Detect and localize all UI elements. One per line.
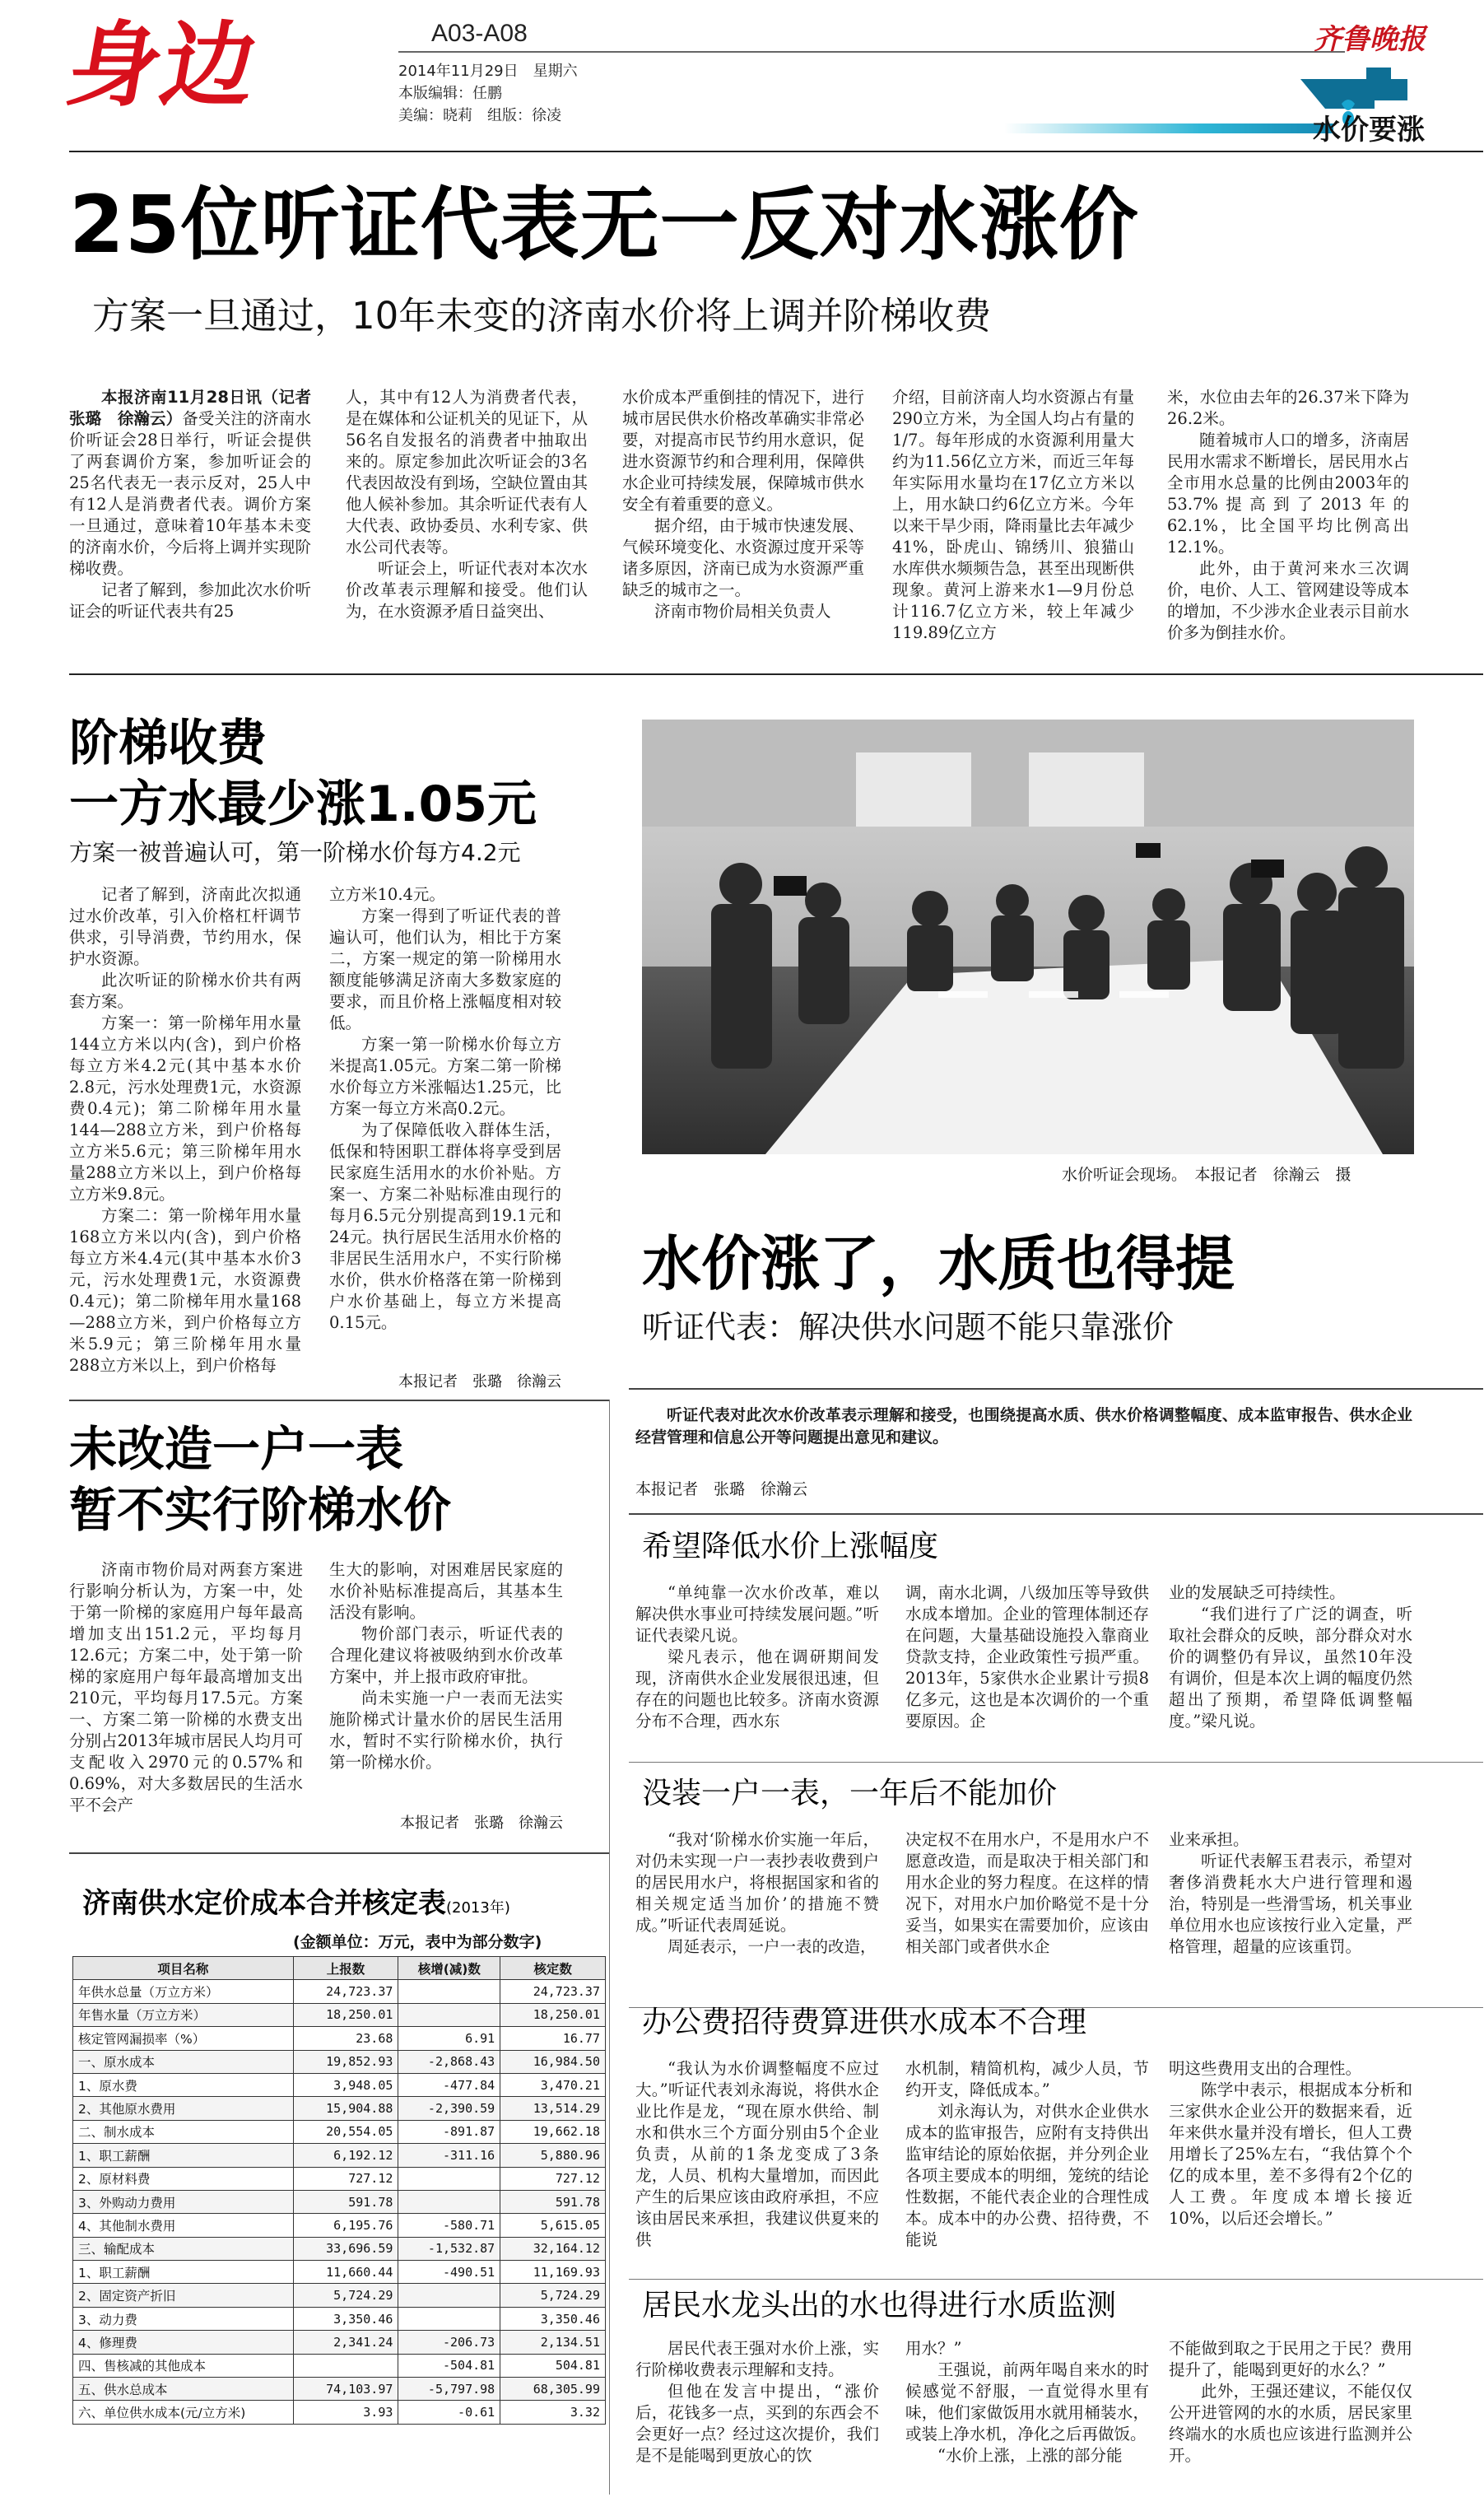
paper-logo: 齐鲁晚报 [1314,23,1426,56]
table-cell-value: 727.12 [293,2167,398,2190]
table-cell-value: 32,164.12 [500,2237,606,2260]
table-cell-value [293,2354,398,2377]
quality-section-title-1: 希望降低水价上涨幅度 [642,1530,939,1563]
table-cell-value: 74,103.97 [293,2378,398,2401]
table-cell-item: 3、动力费 [73,2307,294,2330]
table-cell-value [398,2307,500,2330]
table-row [73,2190,606,2213]
divider-lead [69,673,1483,675]
quality-subheadline: 听证代表：解决供水问题不能只靠涨价 [642,1309,1175,1345]
table-cell-value: 15,904.88 [293,2097,398,2120]
table-cell-value: -477.84 [398,2073,500,2096]
cost-table-body [73,1980,606,2424]
table-cell-value: 727.12 [500,2167,606,2190]
unreformed-column-2: 生大的影响，对困难居民家庭的水价补贴标准提高后，其基本生活没有影响。 物价部门表示，听证代表的合理化建议将被吸纳到水价改革方案中，并上报市政府审批。 尚未实施一户一表而无法实施阶梯式计量水价的居民生活用水，暂时不实行阶梯水价，执行第一阶梯水价。 [329,1560,563,1772]
issue-date: 2014年11月29日 星期六 [398,63,578,80]
table-cell-value: -1,532.87 [398,2237,500,2260]
table-cell-item: 六、单位供水成本(元/立方米) [73,2401,294,2424]
table-cell-item: 年售水量（万立方米） [73,2003,294,2026]
lead-column-5: 米，水位由去年的26.37米下降为26.2米。 随着城市人口的增多，济南居民用水需求不断增长，居民用水占全市用水总量的比例由2003年的53.7%提高到了2013年的62.1%，比全国平均比例高出12.1%。 此外，由于黄河来水三次调价，电价、人工、管网建设等成本的增加，不少涉水企业表示目前水价多为倒挂水价。 [1167,388,1409,642]
table-cell-value [398,2167,500,2190]
divider-quality-1 [629,1762,1483,1763]
table-row [73,2354,606,2377]
unreformed-headline-1: 未改造一户一表 [69,1421,404,1477]
table-cell-value: -0.61 [398,2401,500,2424]
quality-s3-col-2: 水机制，精简机构，减少人员，节约开支，降低成本。” 刘永海认为，对供水企业供水成本的监审报告，应附有支持供出监审结论的原始依据，并分列企业各项主要成本的明细，笼统的结论性数据，不能代表企业的合理性成本。成本中的办公费、招待费，不能说 [905,2059,1149,2249]
table-row [73,2003,606,2026]
table-row [73,2050,606,2073]
tiered-subheadline: 方案一被普遍认可，第一阶梯水价每方4.2元 [69,839,521,866]
table-cell-value: 5,615.05 [500,2214,606,2237]
lead-byline: 本报济南11月28日讯（记者 张璐 徐瀚云） [69,388,328,428]
table-cell-value: 5,880.96 [500,2144,606,2167]
header-reported: 上报数 [293,1957,398,1980]
table-cell-item: 1、原水费 [73,2073,294,2096]
table-cell-value: -311.16 [398,2144,500,2167]
table-cell-value: 2,341.24 [293,2331,398,2354]
table-row [73,1980,606,2003]
table-cell-item: 三、输配成本 [73,2237,294,2260]
quality-s4-col-2: 用水？” 王强说，前两年喝自来水的时候感觉不舒服，一直觉得水里有味，他们家做饭用水就用桶装水，或装上净水机，净化之后再做饭。 “水价上涨，上涨的部分能 [905,2339,1149,2465]
hearing-photo [642,720,1414,1154]
quality-s2-col-2: 决定权不在用水户，不是用水户不愿意改造，而是取决于相关部门和用水企业的努力程度。在这样的情况下，对用水户加价略觉不是十分妥当，如果实在需要加价，应该由相关部门或者供水企 [905,1830,1149,1956]
header-adjusted: 核增(减)数 [398,1957,500,1980]
table-cell-value: 68,305.99 [500,2378,606,2401]
unreformed-signature: 本报记者 张璐 徐瀚云 [400,1815,563,1832]
table-cell-value: 3.93 [293,2401,398,2424]
table-row [73,2284,606,2307]
table-cell-value: 24,723.37 [293,1980,398,2003]
table-cell-item: 一、原水成本 [73,2050,294,2073]
table-cell-value: 591.78 [500,2190,606,2213]
unreformed-headline-2: 暂不实行阶梯水价 [69,1482,452,1538]
table-cell-value: 11,169.93 [500,2261,606,2284]
table-row [73,2214,606,2237]
quality-s1-col-2: 调，南水北调，八级加压等导致供水成本增加。企业的管理体制还存在问题，大量基础设施投入靠商业贷款支持，企业政策性亏损严重。2013年，5家供水企业累计亏损8亿多元，这也是本次调价的一个重要原因。企 [905,1583,1149,1731]
table-cell-value: 3,948.05 [293,2073,398,2096]
lead-column-3: 水价成本严重倒挂的情况下，进行城市居民供水价格改革确实非常必要，对提高市民节约用水意识，促进水资源节约和合理利用，保障供水企业可持续发展，保障城市供水安全有着重要的意义。 据介绍，由于城市快速发展、气候环境变化、水资源过度开采等诸多原因，济南已成为水资源严重缺乏的城市之一。 济南市物价局相关负责人 [622,388,864,621]
quality-headline: 水价涨了，水质也得提 [642,1229,1235,1298]
table-cell-item: 1、职工薪酬 [73,2261,294,2284]
table-cell-value: 33,696.59 [293,2237,398,2260]
table-cell-item: 四、售核减的其他成本 [73,2354,294,2377]
table-cell-value: -5,797.98 [398,2378,500,2401]
hearing-photo-image [642,720,1414,1154]
table-cell-value: 5,724.29 [293,2284,398,2307]
quality-s2-col-3: 业来承担。 听证代表解玉君表示，希望对奢侈消费耗水大户进行管理和遏治，特别是一些滑雪场，机关事业单位用水也应该按行业入定量，严格管理，超量的应该重罚。 [1169,1830,1412,1956]
tiered-signature: 本报记者 张璐 徐瀚云 [398,1373,561,1391]
table-cell-value: 6,192.12 [293,2144,398,2167]
header-item: 项目名称 [73,1957,294,1980]
table-cell-value: 20,554.05 [293,2120,398,2143]
quality-s3-col-3: 明这些费用支出的合理性。 陈学中表示，根据成本分析和三家供水企业公开的数据来看，近年来供水量并没有增长，但人工费用增长了25%左右，“我估算个个亿的成本里，差不多得有2个亿的人工费。年度成本增长接近10%，以后还会增长。” [1169,2059,1412,2228]
table-cell-value: 5,724.29 [500,2284,606,2307]
quality-s4-col-3: 不能做到取之于民用之于民？费用提升了，能喝到更好的水么？” 此外，王强还建议，不能仅仅公开进管网的水的水质，居民家里终端水的水质也应该进行监测并公开。 [1169,2339,1412,2465]
quality-byline: 本报记者 张璐 徐瀚云 [635,1480,808,1498]
lead-headline: 25位听证代表无一反对水涨价 [69,179,1139,271]
table-cell-value: 24,723.37 [500,1980,606,2003]
table-cell-value: 18,250.01 [500,2003,606,2026]
table-cell-item: 3、外购动力费用 [73,2190,294,2213]
table-row [73,2167,606,2190]
quality-section-title-3: 办公费招待费算进供水成本不合理 [642,2006,1087,2039]
table-cell-value: 3,350.46 [293,2307,398,2330]
section-logo [59,12,341,119]
tiered-headline-2: 一方水最少涨1.05元 [69,776,537,833]
table-cell-item: 4、其他制水费用 [73,2214,294,2237]
table-cell-value: 3.32 [500,2401,606,2424]
unreformed-column-1: 济南市物价局对两套方案进行影响分析认为，方案一中，处于第一阶梯的家庭用户每年最高增加支出151.2元，平均每月12.6元；方案二中，处于第一阶梯的家庭用户每年最高增加支出210元，平均每月17.5元。方案一、方案二第一阶梯的水费支出分别占2013年城市居民人均月可支配收入2970元的0.57%和0.69%，对大多数居民的生活水平不会产 [69,1560,303,1815]
quality-section-title-2: 没装一户一表，一年后不能加价 [642,1777,1058,1810]
divider-quality-top [629,1388,1483,1390]
quality-intro: 听证代表对此次水价改革表示理解和接受，也围绕提高水质、供水价格调整幅度、成本监审报告、供水企业经营管理和信息公开等问题提出意见和建议。 [635,1406,1412,1447]
table-row [73,2261,606,2284]
table-cell-value [398,2284,500,2307]
table-title-text: 济南供水定价成本合并核定表 [82,1887,446,1920]
table-cell-item: 1、职工薪酬 [73,2144,294,2167]
table-row [73,2073,606,2096]
table-cell-value: 591.78 [293,2190,398,2213]
table-cell-value: 504.81 [500,2354,606,2377]
cost-table [72,1956,606,2425]
table-cell-value: 19,852.93 [293,2050,398,2073]
table-cell-value: 18,250.01 [293,2003,398,2026]
table-cell-value: 2,134.51 [500,2331,606,2354]
cost-table-header [73,1957,606,1980]
table-cell-value: 23.68 [293,2027,398,2050]
table-cell-item: 年供水总量（万立方米） [73,1980,294,2003]
table-row [73,2237,606,2260]
table-row [73,2027,606,2050]
table-cell-value: 3,470.21 [500,2073,606,2096]
table-cell-item: 五、供水总成本 [73,2378,294,2401]
table-row [73,2097,606,2120]
table-row [73,2307,606,2330]
topic-label: 水价要涨 [1313,114,1425,147]
table-cell-value: -206.73 [398,2331,500,2354]
divider-quality-3 [629,2279,1483,2280]
table-cell-value: 16,984.50 [500,2050,606,2073]
table-cell-value: 3,350.46 [500,2307,606,2330]
table-cell-item: 二、制水成本 [73,2120,294,2143]
page-range: A03-A08 [431,20,528,47]
table-cell-value: -2,390.59 [398,2097,500,2120]
page-editor: 本版编辑：任鹏 [398,85,502,102]
divider-quality-intro [629,1513,1483,1515]
table-row [73,2378,606,2401]
table-row [73,2401,606,2424]
table-cell-value: 11,660.44 [293,2261,398,2284]
quality-s2-col-1: “我对‘阶梯水价实施一年后，对仍未实现一户一表抄表收费到户的居民用水户，将根据国家和省的相关规定适当加价’的措施不赞成。”听证代表周延说。 周延表示，一户一表的改造， [635,1830,879,1956]
quality-s3-col-1: “我认为水价调整幅度不应过大。”听证代表刘永海说，将供水企业比作是龙，“现在原水供给、制水和供水三个方面分别由5个企业负责，从前的1条龙变成了3条龙，人员、机构大量增加，而因此产生的后果应该由政府承担，不应该由居民来承担，我建议供夏来的供 [635,2059,879,2249]
tiered-headline-1: 阶梯收费 [69,715,267,772]
table-cell-value: -580.71 [398,2214,500,2237]
table-cell-value: -490.51 [398,2261,500,2284]
masthead-rule-top [398,51,1345,53]
table-cell-value: -891.87 [398,2120,500,2143]
table-title-year: (2013年) [446,1899,510,1917]
table-cell-item: 2、原材料费 [73,2167,294,2190]
table-row [73,2120,606,2143]
table-title [82,1885,510,1926]
table-cell-value [398,2190,500,2213]
table-cell-value: -2,868.43 [398,2050,500,2073]
table-cell-value: 19,662.18 [500,2120,606,2143]
divider-vertical [609,1400,610,2495]
table-row [73,2331,606,2354]
quality-s4-col-1: 居民代表王强对水价上涨，实行阶梯收费表示理解和支持。 但他在发言中提出，“涨价后，花钱多一点，买到的东西会不会更好一点？经过这次提价，我们是不是能喝到更放心的饮 [635,2339,879,2465]
table-cell-value: 6.91 [398,2027,500,2050]
quality-s1-col-1: “单纯靠一次水价改革，难以解决供水事业可持续发展问题。”听证代表梁凡说。 梁凡表示，他在调研期间发现，济南供水企业发展很迅速，但存在的问题也比较多。济南水资源分布不合理，西水东 [635,1583,879,1731]
photo-caption: 水价听证会现场。 本报记者 徐瀚云 摄 [1062,1166,1351,1184]
divider-unreformed-top [69,1400,609,1401]
section-title: 身边 [59,12,267,119]
quality-s1-col-3: 业的发展缺乏可持续性。 “我们进行了广泛的调查，听取社会群众的反映，部分群众对水价的调整仍有异议，虽然10年没有调价，但是本次上调的幅度仍然超出了预期，希望降低调整幅度。”梁凡说。 [1169,1583,1412,1731]
tiered-column-1: 记者了解到，济南此次拟通过水价改革，引入价格杠杆调节供求，引导消费，节约用水，保护水资源。 此次听证的阶梯水价共有两套方案。 方案一：第一阶梯年用水量144立方米以内(含)，到户价格每立方米4.2元(其中基本水价2.8元，污水处理费1元，水资源费0.4元)；第二阶梯年用水量144—288立方米，到户价格每立方米5.6元；第三阶梯年用水量288立方米以上，到户价格每立方米9.8元。 方案二：第一阶梯年用水量168立方米以内(含)，到户价格每立方米4.4元(其中基本水价3元，污水处理费1元，水资源费0.4元)；第二阶梯年用水量168—288立方米，到户价格每立方米5.9元；第三阶梯年用水量288立方米以上，到户价格每 [69,885,301,1375]
masthead-rule [69,151,1483,152]
table-cell-item: 2、固定资产折旧 [73,2284,294,2307]
table-cell-item: 2、其他原水费用 [73,2097,294,2120]
table-cell-item: 核定管网漏损率（%） [73,2027,294,2050]
table-cell-value [398,1980,500,2003]
table-cell-item: 4、修理费 [73,2331,294,2354]
lead-column-2: 人，其中有12人为消费者代表，是在媒体和公证机关的见证下，从56名自发报名的消费者中抽取出来的。原定参加此次听证会的3名代表因故没有到场，空缺位置由其他人候补参加。其余听证代表有人大代表、政协委员、水利专家、供水公司代表等。 听证会上，听证代表对本次水价改革表示理解和接受。他们认为，在水资源矛盾日益突出、 [346,388,588,621]
lead-subheadline: 方案一旦通过，10年未变的济南水价将上调并阶梯收费 [92,294,992,338]
header-approved: 核定数 [500,1957,606,1980]
divider-table-top [69,1852,609,1854]
table-row [73,2144,606,2167]
table-cell-value: -504.81 [398,2354,500,2377]
page-artists: 美编：晓莉 组版：徐凌 [398,107,561,124]
tiered-column-2: 立方米10.4元。 方案一得到了听证代表的普遍认可，他们认为，相比于方案二，方案一规定的第一阶梯用水额度能够满足济南大多数家庭的要求，而且价格上涨幅度相对较低。 方案一第一阶梯水价每立方米提高1.05元。方案二第一阶梯水价每立方米涨幅达1.25元，比方案一每立方米高0.2元。 为了保障低收入群体生活，低保和特困职工群体将享受到居民家庭生活用水的水价补贴。方案一、方案二补贴标准由现行的每月6.5元分别提高到19.1元和24元。执行居民生活用水价格的非居民生活用水户，不实行阶梯水价，供水价格落在第一阶梯到户水价基础上，每立方米提高0.15元。 [329,885,561,1332]
table-unit-note: (金额单位：万元，表中为部分数字) [293,1933,542,1951]
lead-column-4: 介绍，目前济南人均水资源占有量290立方米，为全国人均占有量的1/7。每年形成的水资源利用量大约为11.56亿立方米，而近三年每年实际用水量均在17亿立方米以上，用水缺口约6亿立方米。今年以来干旱少雨，降雨量比去年减少41%，卧虎山、锦绣川、狼猫山水库供水频频告急，甚至出现断供现象。黄河上游来水1—9月份总计116.7亿立方米，较上年减少119.89亿立方 [892,388,1134,642]
table-cell-value [398,2003,500,2026]
lead-column-1: 本报济南11月28日讯（记者 张璐 徐瀚云）备受关注的济南水价听证会28日举行，听证会提供了两套调价方案，参加听证会的25名代表无一表示反对，25人中有12人是消费者代表。调价方案一旦通过，意味着10年基本未变的济南水价，今后将上调并实现阶梯收费。 记者了解到，参加此次水价听证会的听证代表共有25 [69,388,328,621]
table-cell-value: 13,514.29 [500,2097,606,2120]
table-cell-value: 6,195.76 [293,2214,398,2237]
table-cell-value: 16.77 [500,2027,606,2050]
quality-section-title-4: 居民水龙头出的水也得进行水质监测 [642,2289,1117,2322]
